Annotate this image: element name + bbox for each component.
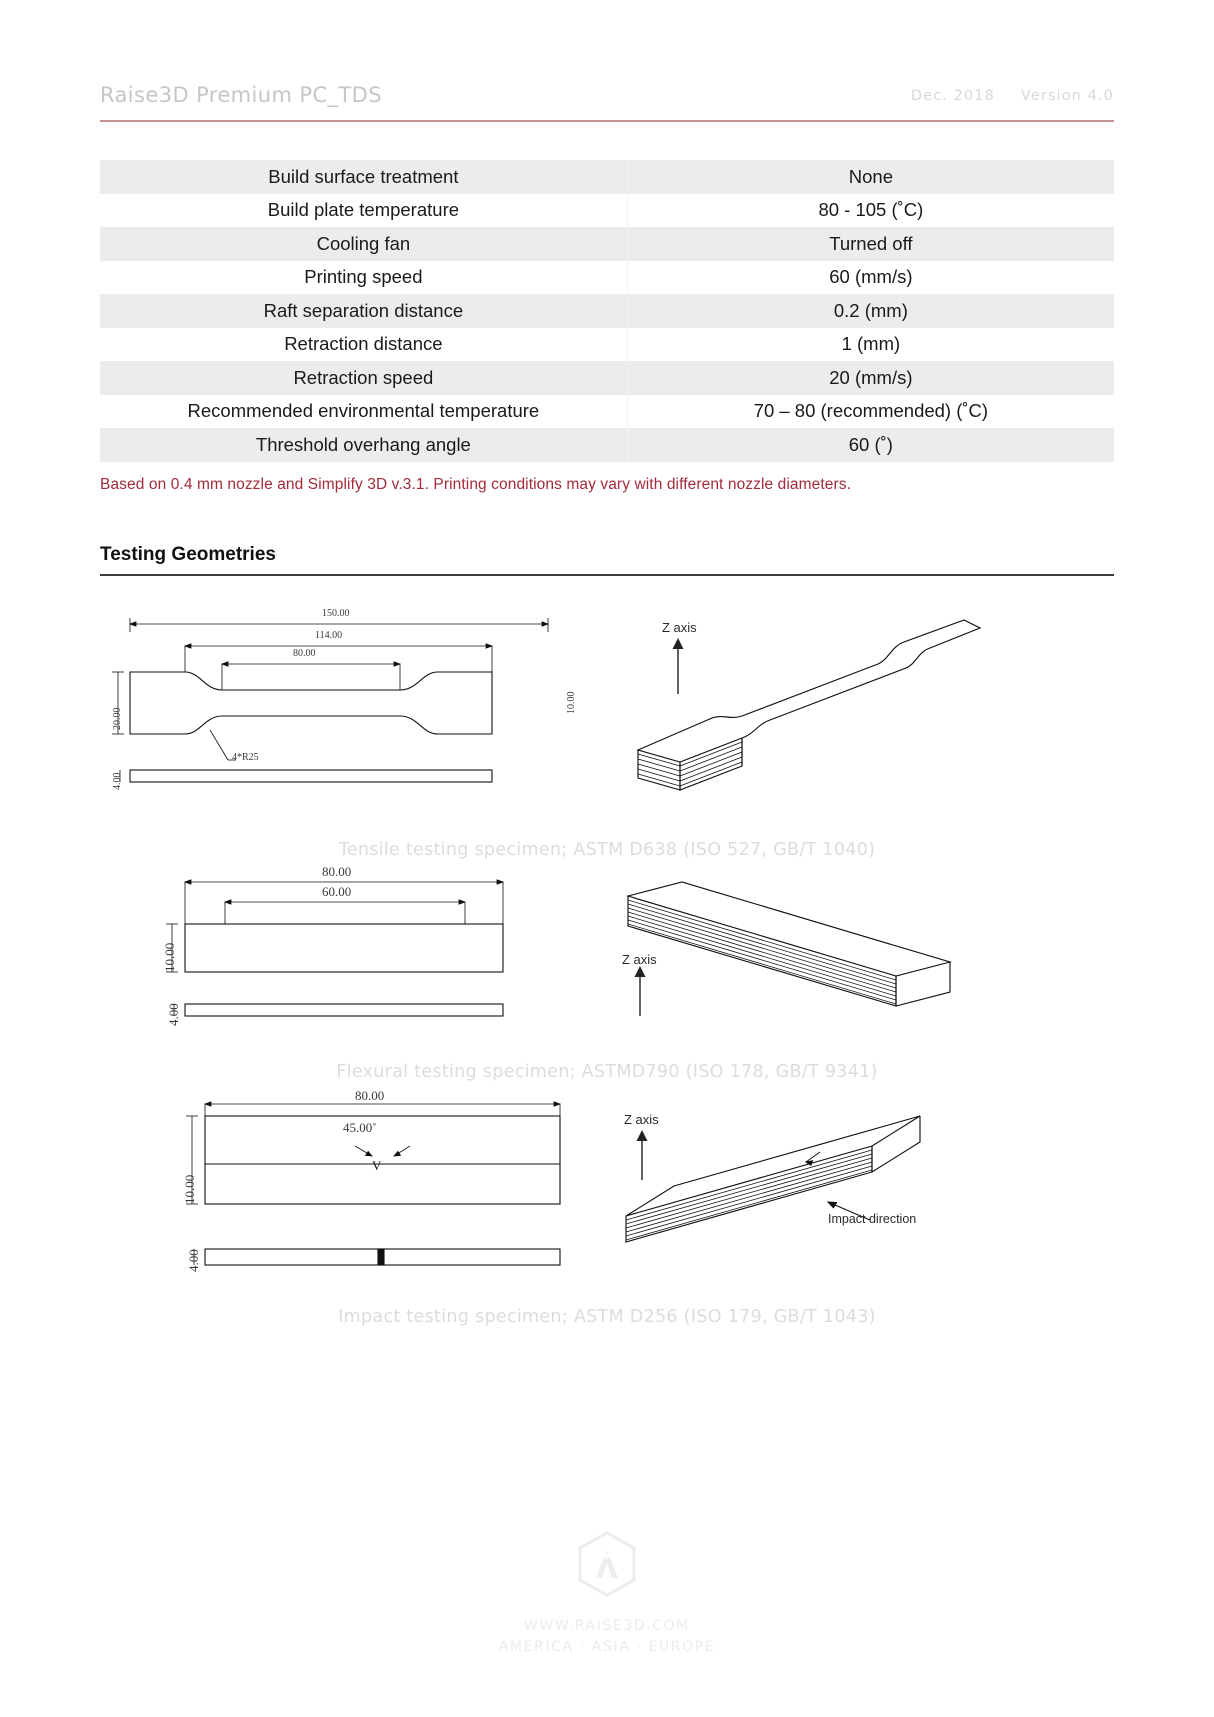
dim-length: 80.00	[355, 1087, 385, 1103]
table-row	[100, 294, 1114, 328]
table-row	[100, 160, 1114, 194]
row-value: 70 – 80 (recommended) (˚C)	[627, 395, 1114, 429]
table-body	[100, 160, 1114, 462]
section-divider	[100, 574, 1114, 576]
row-value: None	[627, 160, 1114, 194]
table-row	[100, 361, 1114, 395]
dim-thickness: 4.00	[186, 1248, 201, 1272]
row-label: Build plate temperature	[100, 194, 627, 228]
specimen-block-tensile	[100, 602, 1114, 860]
row-value: 60 (mm/s)	[627, 261, 1114, 295]
header-meta	[911, 89, 1114, 107]
row-value: 80 - 105 (˚C)	[627, 194, 1114, 228]
table-row	[100, 328, 1114, 362]
flexural-3d-svg	[620, 864, 1020, 1054]
impact-direction-label: Impact direction	[828, 1211, 917, 1226]
row-label: Build surface treatment	[100, 160, 627, 194]
specimen-caption-flexural: Flexural testing specimen; ASTMD790 (ISO 178, GB/T 9341)	[336, 1061, 878, 1082]
row-value: 1 (mm)	[627, 328, 1114, 362]
z-axis-label: Z axis	[662, 619, 697, 635]
dim-span: 60.00	[322, 883, 352, 899]
row-value: 0.2 (mm)	[627, 294, 1114, 328]
z-axis-arrow-icon	[635, 966, 646, 1016]
impact-drawing-3d	[620, 1094, 1114, 1299]
dim-width: 10.00	[162, 942, 177, 972]
specimen-row	[100, 602, 1114, 832]
tensile-2d-svg	[100, 602, 620, 832]
tensile-drawing-3d	[620, 602, 1114, 832]
printing-parameters-table	[100, 160, 1114, 462]
dim-length: 80.00	[322, 863, 352, 879]
header-divider	[100, 120, 1114, 122]
notch-v-marker: V	[372, 1157, 382, 1173]
impact-drawing-2d	[100, 1087, 620, 1299]
z-axis-label: Z axis	[624, 1111, 659, 1127]
row-label: Threshold overhang angle	[100, 428, 627, 462]
table-footnote: Based on 0.4 mm nozzle and Simplify 3D v.3.1. Printing conditions may vary with different nozzle diameters.	[100, 475, 852, 493]
specimen-block-impact	[100, 1087, 1114, 1327]
specimen-block-flexural	[100, 863, 1114, 1082]
tensile-drawing-2d	[100, 602, 620, 832]
document-title: Raise3D Premium PC_TDS	[100, 83, 382, 107]
dim-notch-angle: 45.00˚	[343, 1119, 377, 1135]
specimen-row	[100, 1087, 1114, 1299]
section-heading: Testing Geometries	[100, 543, 276, 565]
impact-3d-svg	[620, 1094, 1020, 1299]
dim-width: 20.00	[112, 707, 123, 730]
row-value: 20 (mm/s)	[627, 361, 1114, 395]
footer-website: WWW.RAISE3D.COM	[524, 1617, 690, 1634]
row-label: Raft separation distance	[100, 294, 627, 328]
tensile-3d-svg	[620, 602, 1020, 832]
row-label: Cooling fan	[100, 227, 627, 261]
flexural-drawing-3d	[620, 864, 1114, 1054]
dim-grip-length: 114.00	[315, 629, 343, 641]
page-header	[100, 0, 1114, 106]
footer-regions: AMERICA · ASIA · EUROPE	[498, 1639, 716, 1656]
specimen-row	[100, 864, 1114, 1054]
z-axis-arrow-icon	[673, 638, 684, 694]
flexural-drawing-2d	[100, 864, 620, 1054]
dim-gauge-length: 80.00	[293, 647, 316, 659]
table-row	[100, 428, 1114, 462]
page-footer	[0, 1530, 1214, 1659]
table-row	[100, 261, 1114, 295]
row-label: Retraction speed	[100, 361, 627, 395]
z-axis-arrow-icon	[637, 1130, 648, 1180]
raise3d-hexagon-logo-icon	[576, 1530, 638, 1598]
testing-geometries-section	[100, 544, 1114, 576]
table-row	[100, 395, 1114, 429]
table-row	[100, 227, 1114, 261]
dim-overall-length: 150.00	[322, 607, 350, 619]
dim-radius-note: 4*R25	[232, 751, 259, 763]
row-label: Printing speed	[100, 261, 627, 295]
document-version: Version 4.0	[1020, 87, 1114, 104]
dim-thickness: 4.00	[112, 772, 123, 790]
dim-end-width: 10.00	[566, 691, 577, 714]
dim-thickness: 4.00	[166, 1002, 181, 1026]
specimen-caption-impact: Impact testing specimen; ASTM D256 (ISO 179, GB/T 1043)	[338, 1306, 876, 1327]
document-date: Dec. 2018	[910, 87, 995, 104]
dim-width: 10.00	[182, 1174, 197, 1204]
row-label: Retraction distance	[100, 328, 627, 362]
specimen-caption-tensile: Tensile testing specimen; ASTM D638 (ISO 527, GB/T 1040)	[338, 839, 876, 860]
z-axis-label: Z axis	[622, 951, 657, 967]
row-value: Turned off	[627, 227, 1114, 261]
row-value: 60 (˚)	[627, 428, 1114, 462]
row-label: Recommended environmental temperature	[100, 395, 627, 429]
table-row	[100, 194, 1114, 228]
